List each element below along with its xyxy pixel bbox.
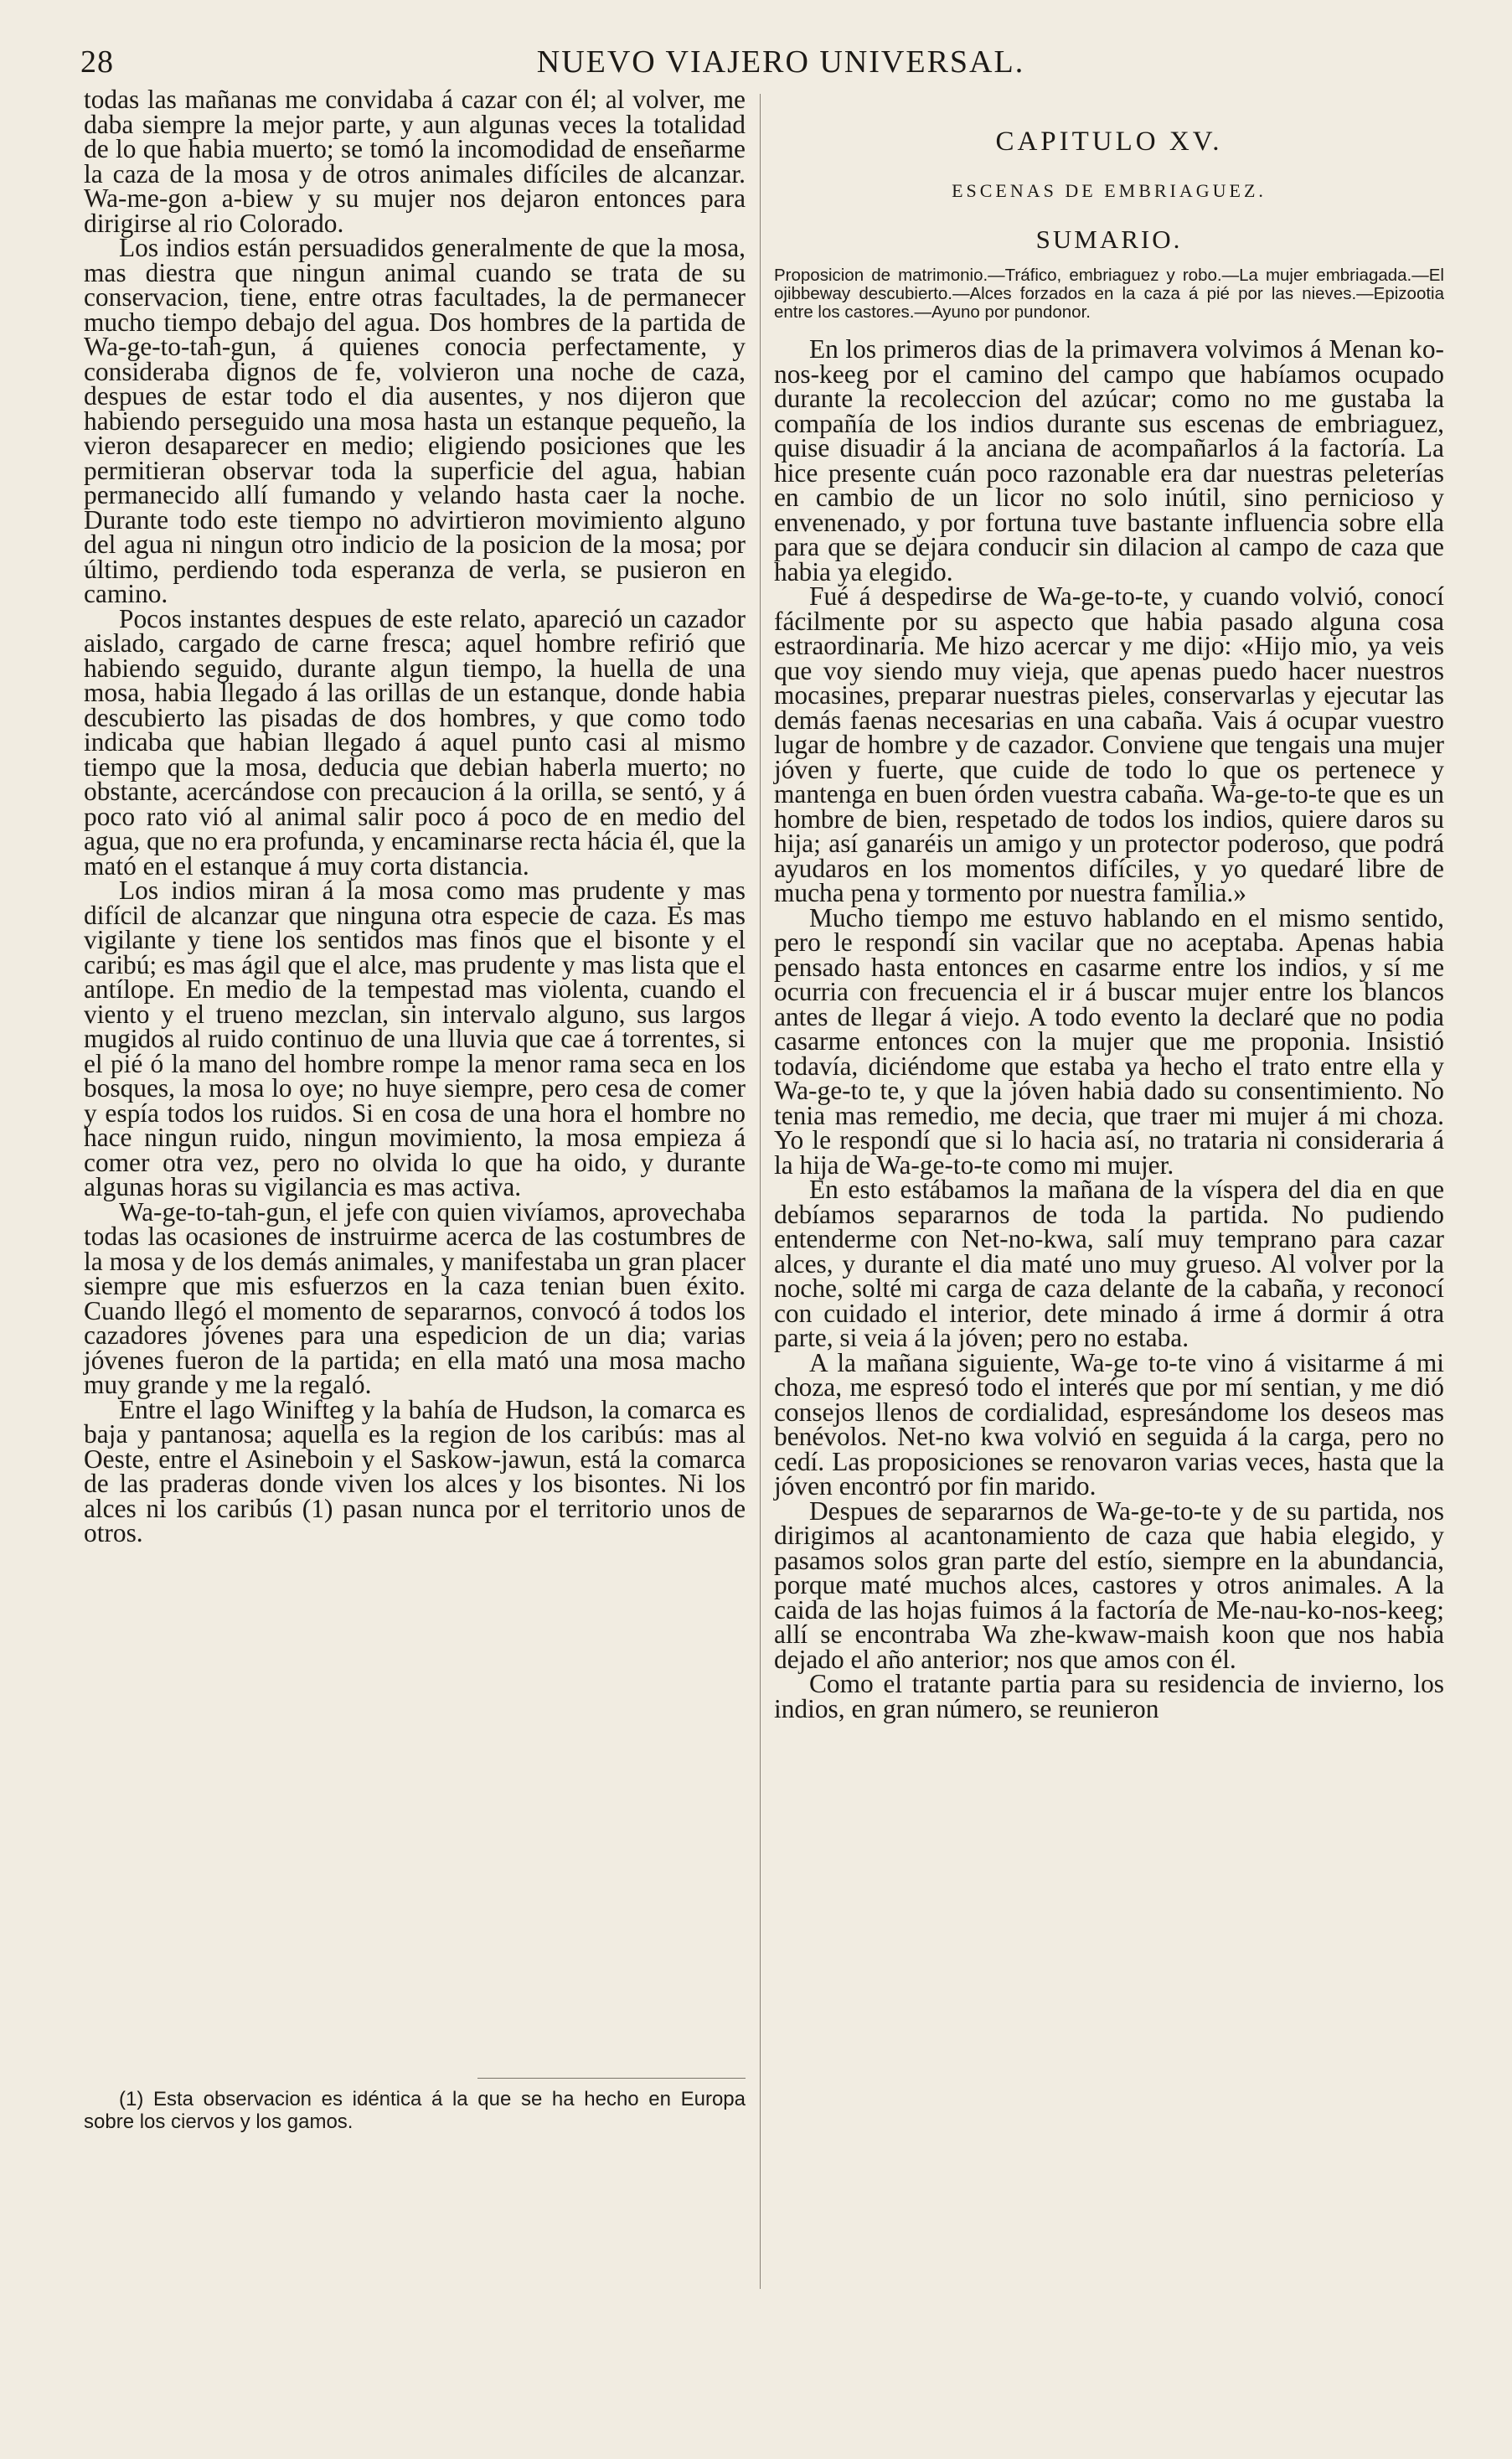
paragraph: Los indios están persuadidos generalmente de que la mosa, mas diestra que ningun animal cuando se trata de su conservacion, tiene, entre otras facultades, la de permanecer mucho tiempo debajo del agua. Dos hombres de la partida de Wa-ge-to-tah-gun, á quienes conocia perfectamente, y consideraba dignos de fe, volvieron una noche de caza, despues de estar todo el dia ausentes, y nos dijeron que habiendo perseguido una mosa hasta un estanque pequeño, la vieron desaparecer en medio; eligiendo posiciones que les permitieran observar toda la superficie del agua, habian permanecido allí fumando y velando hasta caer la noche. Durante todo este tiempo no advirtieron movimiento alguno del agua ni ningun otro indicio de la posicion de la mosa; por último, perdiendo toda esperanza de verla, se pusieron en camino. <box>84 233 746 608</box>
right-column <box>774 87 1444 1721</box>
paragraph: Fué á despedirse de Wa-ge-to-te, y cuando volvió, conocí fácilmente por su aspecto que habia pasado alguna cosa estraordinaria. Me hizo acercar y me dijo: «Hijo mio, ya veis que voy siendo muy vieja, que apenas puedo hacer nuestros mocasines, preparar nuestras pieles, conservarlas y ejecutar las demás faenas necesarias en una cabaña. Vais á ocupar vuestro lugar de hombre y de cazador. Conviene que tengais una mujer jóven y fuerte, que cuide de todo lo que os pertenece y mantenga en buen órden vuestra cabaña. Wa-ge-to-te que es un hombre de bien, respetado de todos los indios, quiere daros su hija; así ganaréis un amigo y un protector poderoso, que podrá ayudaros en los momentos difíciles, y yo quedaré libre de mucha pena y tormento por nuestra familia.» <box>774 581 1444 907</box>
paragraph: En los primeros dias de la primavera volvimos á Menan ko-nos-keeg por el camino del campo que habíamos ocupado durante la recoleccion del azúcar; como no me gustaba la compañía de los indios durante sus escenas de embriaguez, quise disuadir á la anciana de acompañarlos á la factoría. La hice presente cuán poco razonable era dar nuestras peleterías en cambio de un licor no solo inútil, sino pernicioso y envenenado, y por fortuna tuve bastante influencia sobre ella para que se dejara conducir sin dilacion al campo de caza que habia ya elegido. <box>774 334 1444 586</box>
paragraph: Wa-ge-to-tah-gun, el jefe con quien vivíamos, aprovechaba todas las ocasiones de instruirme acerca de las costumbres de la mosa y de los demás animales, y manifestaba un gran placer siempre que mis esfuerzos en la caza tenian buen éxito. Cuando llegó el momento de separarnos, convocó á todos los cazadores jóvenes para una espedicion de un dia; varias jóvenes fueron de la partida; en ella mató una mosa macho muy grande y me la regaló. <box>84 1196 746 1399</box>
paragraph: Mucho tiempo me estuvo hablando en el mismo sentido, pero le respondí sin vacilar que no aceptaba. Apenas habia pensado hasta entonces en casarme entre los indios, y sí me ocurria con frecuencia el ir á buscar mujer entre los blancos antes de llegar á viejo. A todo evento la declaré que no podia casarme entonces con la mujer que me proponia. Insistió todavía, diciéndome que estaba ya hecho el trato entre ella y Wa-ge-to te, y que la jóven habia dado su consentimiento. No tenia mas remedio, me decia, que traer mi mujer á mi choza. Yo le respondí que si lo hacia así, no trataria ni consideraria á la hija de Wa-ge-to-te como mi mujer. <box>774 902 1444 1180</box>
paragraph: Como el tratante partia para su residencia de invierno, los indios, en gran número, se reunieron <box>774 1669 1444 1723</box>
running-title: NUEVO VIAJERO UNIVERSAL. <box>536 44 1025 80</box>
paragraph: A la mañana siguiente, Wa-ge to-te vino á visitarme á mi choza, me espresó todo el interés que por mí sentian, y me dió consejos llenos de cordialidad, espresándome los deseos mas benévolos. Net-no kwa volvió en seguida á la carga, pero no cedí. Las proposiciones se renovaron varias veces, hasta que la jóven encontró por fin marido. <box>774 1347 1444 1501</box>
footnote-divider <box>477 2078 746 2079</box>
page-header <box>80 44 1481 84</box>
sumario-text: Proposicion de matrimonio.—Tráfico, embriaguez y robo.—La mujer embriagada.—El ojibbeway descubierto.—Alces forzados en la caza á pié por las nieves.—Epizootia entre los castores.—Ayuno por pundonor. <box>774 266 1444 322</box>
footnote <box>84 2088 746 2133</box>
paragraph: Pocos instantes despues de este relato, apareció un cazador aislado, cargado de carne fresca; aquel hombre refirió que habiendo seguido, durante algun tiempo, la huella de una mosa, habia llegado á las orillas de un estanque, donde habia descubierto las pisadas de dos hombres, y que como todo indicaba que habian llegado á aquel punto casi al mismo tiempo que la mosa, deducia que debian haberla muerto; no obstante, acercándose con precaucion á la orilla, se sentó, y á poco rato vió al animal salir poco á poco de en medio del agua, que no era profunda, y encaminarse recta hácia él, que la mató en el estanque á muy corta distancia. <box>84 603 746 881</box>
column-divider <box>760 94 761 2289</box>
chapter-subtitle: ESCENAS DE EMBRIAGUEZ. <box>952 180 1267 201</box>
footnote-text: (1) Esta observacion es idéntica á la que se ha hecho en Europa sobre los ciervos y los gamos. <box>84 2088 746 2133</box>
chapter-title: CAPITULO XV. <box>995 127 1223 157</box>
sumario-heading: SUMARIO. <box>1035 225 1183 254</box>
paragraph: Los indios miran á la mosa como mas prudente y mas difícil de alcanzar que ninguna otra especie de caza. Es mas vigilante y tiene los sentidos mas finos que el bisonte y el caribú; es mas ágil que el alce, mas prudente y mas lista que el antílope. En medio de la tempestad mas violenta, cuando el viento y el trueno mezclan, sin intervalo alguno, sus largos mugidos al ruido continuo de una lluvia que cae á torrentes, si el pié ó la mano del hombre rompe la menor rama seca en los bosques, la mosa lo oye; no huye siempre, pero cesa de comer y espía todos los ruidos. Si en cosa de una hora el hombre no hace ningun ruido, ningun movimiento, la mosa empieza á comer otra vez, pero no olvida lo que ha oido, y durante algunas horas su vigilancia es mas activa. <box>84 876 746 1201</box>
paragraph: todas las mañanas me convidaba á cazar con él; al volver, me daba siempre la mejor parte, y aun algunas veces la totalidad de lo que habia muerto; se tomó la incomodidad de enseñarme la caza de la mosa y de otros animales difíciles de alcanzar. Wa-me-gon a-biew y su mujer nos dejaron entonces para dirigirse al rio Colorado. <box>84 85 746 238</box>
paragraph: Despues de separarnos de Wa-ge-to-te y de su partida, nos dirigimos al acantonamiento de caza que habia elegido, y pasamos solos gran parte del estío, siempre en la abundancia, porque maté muchos alces, castores y otros animales. A la caida de las hojas fuimos á la factoría de Me-nau-ko-nos-keeg; allí se encontraba Wa zhe-kwaw-maish koon que nos habia dejado el año anterior; nos que amos con él. <box>774 1496 1444 1674</box>
paragraph: Entre el lago Winifteg y la bahía de Hudson, la comarca es baja y pantanosa; aquella es la region de los caribús: mas al Oeste, entre el Asineboin y el Saskow-jawun, está la comarca de las praderas donde viven los alces y los bisontes. Ni los alces ni los caribús (1) pasan nunca por el territorio unos de otros. <box>84 1394 746 1547</box>
paragraph: En esto estábamos la mañana de la víspera del dia en que debíamos separarnos de toda la partida. No pudiendo entenderme con Net-no-kwa, salí muy temprano para cazar alces, y durante el dia maté uno muy grueso. Al volver por la noche, solté mi carga de caza delante de la cabaña, y reconocí con cuidado el interior, dete minado á irme á dormir á otra parte, si veia á la jóven; pero no estaba. <box>774 1175 1444 1352</box>
left-column <box>84 87 746 1546</box>
page-number: 28 <box>80 44 114 80</box>
